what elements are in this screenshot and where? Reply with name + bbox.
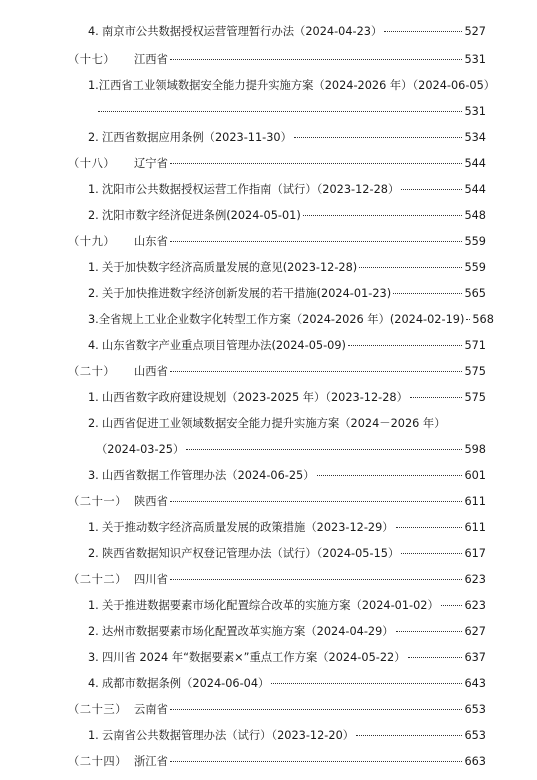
- toc-entry-row[interactable]: [96, 104, 486, 120]
- page-number: 617: [464, 547, 486, 560]
- toc-entry-row[interactable]: [88, 728, 486, 744]
- page-number: 544: [464, 157, 486, 170]
- entry-number: 2.: [88, 287, 99, 300]
- entry-number: 1.: [88, 183, 99, 196]
- section-number: （十七）: [68, 53, 116, 66]
- entry-number: 2.: [88, 131, 99, 144]
- page-number: 653: [464, 703, 486, 716]
- dot-leader: [294, 137, 463, 138]
- entry-title: 陕西省数据知识产权登记管理办法（试行）（2024-05-15）: [102, 547, 400, 560]
- page-number: 637: [464, 651, 486, 664]
- dot-leader: [348, 345, 463, 346]
- toc-entry-row[interactable]: [88, 24, 486, 40]
- page-number: 623: [464, 573, 486, 586]
- entry-title: 关于推动数字经济高质量发展的政策措施（2023-12-29）: [102, 521, 394, 534]
- entry-number: 3.: [88, 313, 99, 326]
- section-number: （十九）: [68, 235, 116, 248]
- entry-title: 四川省 2024 年“数据要素×”重点工作方案（2024-05-22）: [102, 651, 406, 664]
- dot-leader: [401, 189, 462, 190]
- dot-leader: [170, 579, 463, 580]
- entry-number: 2.: [88, 209, 99, 222]
- toc-entry-row[interactable]: [88, 416, 486, 432]
- toc-section-row[interactable]: [68, 156, 486, 172]
- dot-leader: [396, 527, 463, 528]
- entry-number: 4.: [88, 25, 99, 38]
- page-number: 643: [464, 677, 486, 690]
- section-number: （二十二）: [68, 573, 127, 586]
- toc-entry-row[interactable]: [88, 468, 486, 484]
- entry-title: 山东省数字产业重点项目管理办法(2024-05-09): [102, 339, 346, 352]
- dot-leader: [170, 501, 463, 502]
- entry-title: 江西省工业领域数据安全能力提升实施方案（2024-2026 年）（2024-06-05）: [98, 79, 496, 92]
- page-number: 575: [464, 391, 486, 404]
- entry-title: 云南省公共数据管理办法（试行）（2023-12-20）: [102, 729, 355, 742]
- page-number: 611: [464, 495, 486, 508]
- toc-entry-row[interactable]: [88, 390, 486, 406]
- page-number: 559: [464, 235, 486, 248]
- entry-title: 关于加快推进数字经济创新发展的若干措施(2024-01-23): [102, 287, 392, 300]
- toc-entry-row[interactable]: [88, 130, 486, 146]
- section-title: 山西省: [134, 365, 168, 378]
- section-number: （二十一）: [68, 495, 127, 508]
- entry-number: 3.: [88, 651, 99, 664]
- toc-entry-row[interactable]: [88, 78, 496, 94]
- toc-section-row[interactable]: [68, 364, 486, 380]
- entry-number: 3.: [88, 469, 99, 482]
- page-number: 575: [464, 365, 486, 378]
- dot-leader: [170, 371, 463, 372]
- entry-number: 2.: [88, 625, 99, 638]
- page-number: 548: [464, 209, 486, 222]
- entry-title: 关于加快数字经济高质量发展的意见(2023-12-28): [102, 261, 358, 274]
- toc-entry-row[interactable]: [88, 598, 486, 614]
- dot-leader: [356, 735, 462, 736]
- page-number: 559: [464, 261, 486, 274]
- entry-title: 山西省促进工业领域数据安全能力提升实施方案（2024－2026 年）: [102, 417, 446, 430]
- page-number: 627: [464, 625, 486, 638]
- toc-entry-row[interactable]: [88, 312, 494, 328]
- entry-number: 2.: [88, 417, 99, 430]
- entry-title: 山西省数据工作管理办法（2024-06-25）: [102, 469, 315, 482]
- dot-leader: [271, 683, 462, 684]
- page-number: 611: [464, 521, 486, 534]
- dot-leader: [408, 657, 463, 658]
- toc-section-row[interactable]: [68, 754, 486, 770]
- toc-entry-row[interactable]: [88, 650, 486, 666]
- dot-leader: [401, 553, 462, 554]
- page-number: 653: [464, 729, 486, 742]
- toc-entry-row[interactable]: [96, 442, 486, 458]
- dot-leader: [303, 215, 463, 216]
- page-number: 598: [464, 443, 486, 456]
- section-title: 四川省: [134, 573, 168, 586]
- dot-leader: [396, 631, 463, 632]
- page-number: 568: [472, 313, 494, 326]
- dot-leader: [317, 475, 463, 476]
- entry-title: （2024-03-25）: [96, 443, 185, 456]
- entry-number: 4.: [88, 677, 99, 690]
- entry-title: 沈阳市公共数据授权运营工作指南（试行）（2023-12-28）: [102, 183, 400, 196]
- toc-entry-row[interactable]: [88, 520, 486, 536]
- dot-leader: [98, 111, 462, 112]
- entry-number: 1.: [88, 79, 99, 92]
- entry-number: 1.: [88, 261, 99, 274]
- toc-section-row[interactable]: [68, 702, 486, 718]
- dot-leader: [186, 449, 462, 450]
- dot-leader: [170, 59, 463, 60]
- section-title: 陕西省: [134, 495, 168, 508]
- page-number: 571: [464, 339, 486, 352]
- dot-leader: [466, 319, 470, 320]
- entry-title: 成都市数据条例（2024-06-04）: [102, 677, 270, 690]
- entry-number: 1.: [88, 521, 99, 534]
- toc-entry-row[interactable]: [88, 260, 486, 276]
- toc-entry-row[interactable]: [88, 286, 486, 302]
- page-number: 565: [464, 287, 486, 300]
- section-title: 江西省: [134, 53, 168, 66]
- section-number: （二十）: [68, 365, 116, 378]
- toc-section-row[interactable]: [68, 494, 486, 510]
- page-number: 601: [464, 469, 486, 482]
- page-number: 531: [464, 53, 486, 66]
- entry-title: 关于推进数据要素市场化配置综合改革的实施方案（2024-01-02）: [102, 599, 439, 612]
- entry-number: 1.: [88, 729, 99, 742]
- entry-number: 4.: [88, 339, 99, 352]
- page-number: 663: [464, 755, 486, 768]
- section-title: 山东省: [134, 235, 168, 248]
- dot-leader: [170, 163, 463, 164]
- entry-number: 1.: [88, 599, 99, 612]
- page-number: 527: [464, 25, 486, 38]
- entry-number: 2.: [88, 547, 99, 560]
- dot-leader: [441, 605, 463, 606]
- toc-section-row[interactable]: [68, 572, 486, 588]
- section-title: 辽宁省: [134, 157, 168, 170]
- dot-leader: [170, 241, 463, 242]
- section-title: 云南省: [134, 703, 168, 716]
- entry-title: 全省规上工业企业数字化转型工作方案（2024-2026 年）(2024-02-19): [98, 313, 465, 326]
- entry-title: 达州市数据要素市场化配置改革实施方案（2024-04-29）: [102, 625, 394, 638]
- entry-title: 江西省数据应用条例（2023-11-30）: [102, 131, 292, 144]
- dot-leader: [410, 397, 463, 398]
- toc-section-row[interactable]: [68, 52, 486, 68]
- section-number: （二十四）: [68, 755, 127, 768]
- section-number: （十八）: [68, 157, 116, 170]
- toc-section-row[interactable]: [68, 234, 486, 250]
- page-number: 623: [464, 599, 486, 612]
- dot-leader: [170, 761, 463, 762]
- dot-leader: [170, 709, 463, 710]
- toc-entry-row[interactable]: [88, 338, 486, 354]
- section-title: 浙江省: [134, 755, 168, 768]
- toc-entry-row[interactable]: [88, 546, 486, 562]
- page-number: 544: [464, 183, 486, 196]
- section-number: （二十三）: [68, 703, 127, 716]
- entry-title: 沈阳市数字经济促进条例(2024-05-01): [102, 209, 301, 222]
- dot-leader: [384, 31, 462, 32]
- page-number: 531: [464, 105, 486, 118]
- dot-leader: [359, 267, 462, 268]
- toc-entry-row[interactable]: [88, 182, 486, 198]
- toc-entry-row[interactable]: [88, 208, 486, 224]
- entry-title: 南京市公共数据授权运营管理暂行办法（2024-04-23）: [102, 25, 383, 38]
- page-number: 534: [464, 131, 486, 144]
- entry-title: 山西省数字政府建设规划（2023-2025 年）（2023-12-28）: [102, 391, 408, 404]
- dot-leader: [393, 293, 462, 294]
- entry-number: 1.: [88, 391, 99, 404]
- toc-entry-row[interactable]: [88, 676, 486, 692]
- toc-entry-row[interactable]: [88, 624, 486, 640]
